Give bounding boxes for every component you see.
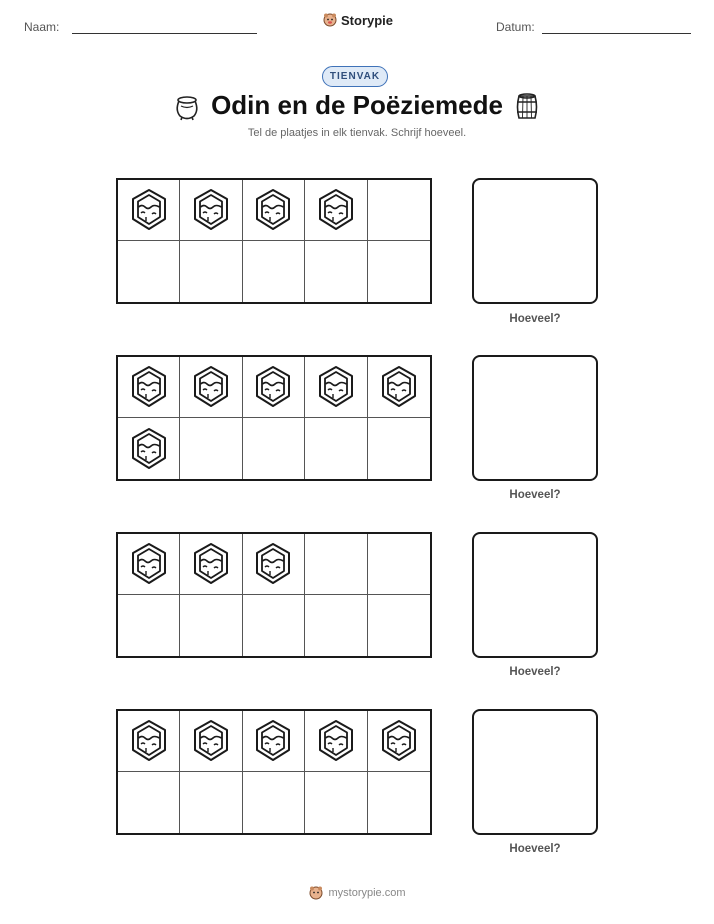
storypie-mascot-icon: [308, 885, 324, 901]
ten-frame-cell: [180, 711, 242, 772]
ten-frame-cell: [243, 534, 305, 595]
mead-honeycomb-icon: [130, 719, 168, 763]
mead-honeycomb-icon: [130, 365, 168, 409]
mead-honeycomb-icon: [130, 188, 168, 232]
ten-frame-cell: [180, 418, 242, 479]
footer: [0, 885, 714, 901]
ten-frame-cell: [243, 180, 305, 241]
page-title: Odin en de Poëziemede: [211, 90, 503, 120]
mead-honeycomb-icon: [380, 719, 418, 763]
storypie-mascot-icon: [322, 12, 338, 28]
ten-frame-cell: [180, 595, 242, 656]
ten-frame-cell: [118, 241, 180, 302]
answer-box[interactable]: [472, 178, 598, 304]
ten-frame-cell: [368, 418, 430, 479]
ten-frame-cell: [243, 241, 305, 302]
ten-frame-cell: [305, 241, 367, 302]
mead-honeycomb-icon: [130, 427, 168, 471]
mead-honeycomb-icon: [192, 542, 230, 586]
ten-frame-cell: [243, 711, 305, 772]
mead-honeycomb-icon: [192, 719, 230, 763]
name-label: Naam:: [24, 20, 60, 34]
name-line[interactable]: [72, 33, 257, 34]
ten-frame-cell: [368, 241, 430, 302]
ten-frame-cell: [305, 357, 367, 418]
ten-frame-cell: [243, 418, 305, 479]
mead-honeycomb-icon: [254, 365, 292, 409]
ten-frame-cell: [180, 241, 242, 302]
brand-logo: [322, 12, 393, 28]
ten-frame-cell: [243, 772, 305, 833]
ten-frame-cell: [180, 180, 242, 241]
mead-honeycomb-icon: [254, 719, 292, 763]
ten-frame-cell: [243, 595, 305, 656]
ten-frame: [116, 355, 432, 481]
ten-frame-cell: [118, 595, 180, 656]
mead-honeycomb-icon: [317, 188, 355, 232]
ten-frame-cell: [180, 534, 242, 595]
ten-frame-cell: [368, 357, 430, 418]
ten-frame-cell: [118, 418, 180, 479]
mead-honeycomb-icon: [254, 188, 292, 232]
ten-frame-cell: [368, 180, 430, 241]
ten-frame-cell: [118, 180, 180, 241]
barrel-icon: [512, 92, 542, 122]
ten-frame-cell: [305, 711, 367, 772]
mead-honeycomb-icon: [317, 365, 355, 409]
ten-frame-cell: [118, 711, 180, 772]
ten-frame-cell: [305, 772, 367, 833]
ten-frame-cell: [118, 772, 180, 833]
answer-box[interactable]: [472, 709, 598, 835]
ten-frame-cell: [368, 595, 430, 656]
instructions: Tel de plaatjes in elk tienvak. Schrijf hoeveel.: [247, 127, 467, 139]
ten-frame-cell: [305, 534, 367, 595]
ten-frame: [116, 178, 432, 304]
answer-label: Hoeveel?: [509, 666, 561, 678]
ten-frame-cell: [368, 534, 430, 595]
ten-frame-cell: [368, 772, 430, 833]
ten-frame-cell: [305, 595, 367, 656]
ten-frame-cell: [180, 357, 242, 418]
date-line[interactable]: [542, 33, 691, 34]
answer-label: Hoeveel?: [509, 843, 561, 855]
answer-label: Hoeveel?: [509, 489, 561, 501]
ten-frame-cell: [118, 357, 180, 418]
ten-frame: [116, 532, 432, 658]
ten-frame: [116, 709, 432, 835]
mead-honeycomb-icon: [192, 365, 230, 409]
ten-frame-cell: [305, 180, 367, 241]
footer-url: mystorypie.com: [328, 887, 406, 899]
brand-name: Storypie: [341, 12, 394, 28]
ten-frame-cell: [180, 772, 242, 833]
mead-honeycomb-icon: [130, 542, 168, 586]
mead-honeycomb-icon: [317, 719, 355, 763]
mead-honeycomb-icon: [380, 365, 418, 409]
answer-label: Hoeveel?: [509, 313, 561, 325]
answer-box[interactable]: [472, 355, 598, 481]
ten-frame-cell: [243, 357, 305, 418]
ten-frame-cell: [305, 418, 367, 479]
date-label: Datum:: [496, 20, 535, 34]
ten-frame-cell: [368, 711, 430, 772]
answer-box[interactable]: [472, 532, 598, 658]
ten-frame-cell: [118, 534, 180, 595]
mead-honeycomb-icon: [192, 188, 230, 232]
mead-honeycomb-icon: [254, 542, 292, 586]
worksheet-type-badge: TIENVAK: [322, 66, 388, 87]
